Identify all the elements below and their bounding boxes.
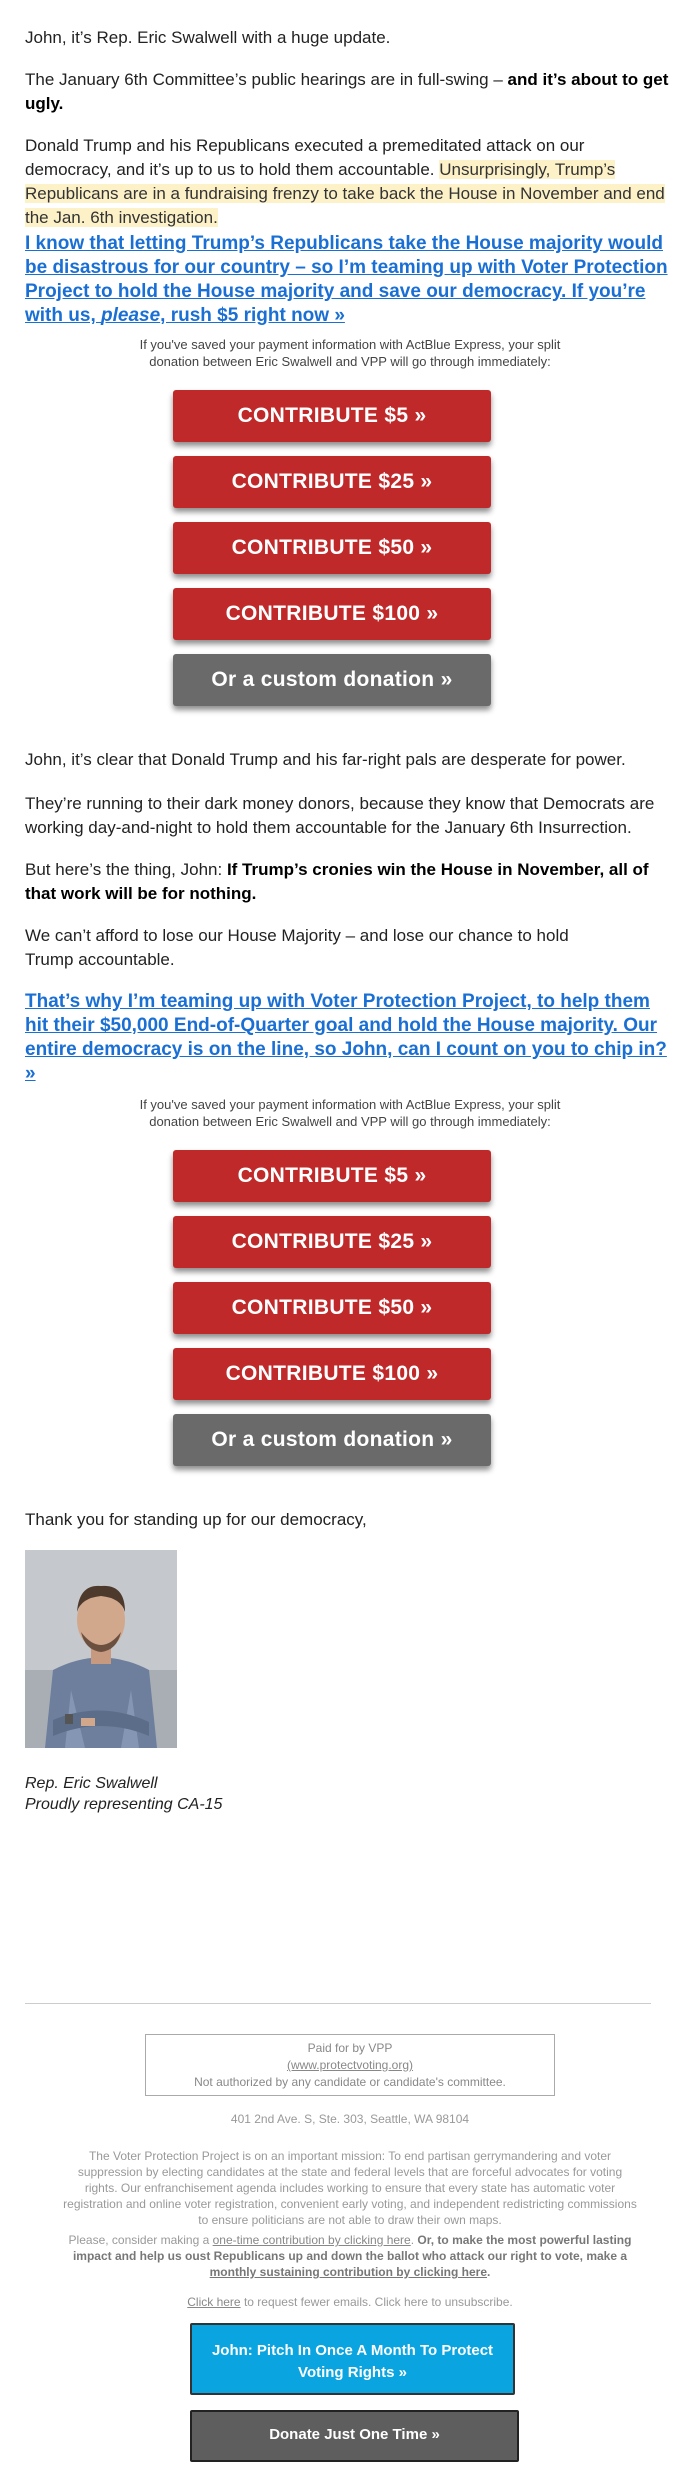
custom-donation-button[interactable]: Or a custom donation » bbox=[173, 654, 491, 706]
donate-link[interactable]: I know that letting Trump’s Republicans take the House majority would be disastrous for our country – so I’m teaming up with Voter Protection Project to hold the House majority and save our democracy. If you’re with us, please, rush $5 right now » bbox=[25, 233, 668, 326]
contribute-100-button[interactable]: CONTRIBUTE $100 » bbox=[173, 588, 491, 640]
actblue-note: If you've saved your payment information with ActBlue Express, your split donation between Eric Swalwell and VPP will go through immediately: bbox=[139, 337, 561, 369]
actblue-note-2: If you've saved your payment information with ActBlue Express, your split donation between Eric Swalwell and VPP will go through immediately: bbox=[139, 1097, 561, 1129]
signature-name: Rep. Eric Swalwell bbox=[25, 1775, 158, 1792]
contribute-50-button-2[interactable]: CONTRIBUTE $50 » bbox=[173, 1282, 491, 1334]
footer-divider bbox=[25, 2003, 651, 2004]
unsubscribe-text: to request fewer emails. Click here to unsubscribe. bbox=[240, 2295, 513, 2309]
contribute-5-button[interactable]: CONTRIBUTE $5 » bbox=[173, 390, 491, 442]
paragraph-desperate: John, it’s clear that Donald Trump and his far-right pals are desperate for power. bbox=[25, 750, 626, 769]
contribute-50-button[interactable]: CONTRIBUTE $50 » bbox=[173, 522, 491, 574]
paid-for-disclaimer: Not authorized by any candidate or candidate's committee. bbox=[194, 2075, 506, 2089]
signature-title: Proudly representing CA-15 bbox=[25, 1796, 223, 1813]
contribute-100-button-2[interactable]: CONTRIBUTE $100 » bbox=[173, 1348, 491, 1400]
thanks-line: Thank you for standing up for our democracy, bbox=[25, 1510, 367, 1529]
contribute-25-button[interactable]: CONTRIBUTE $25 » bbox=[173, 456, 491, 508]
footer-mission: The Voter Protection Project is on an important mission: To end partisan gerrymandering and voter suppression by electing candidates at the state and federal levels that are forceful advocates for voting rights. Our enfranchisement agenda includes working to ensure that every state has automatic voter registration and online voter registration, convenient early voting, and independent redistricting commissions to ensure politicians are not able to draw their own maps. bbox=[63, 2149, 637, 2227]
paragraph-bold: If Trump’s cronies win the House in November, all of that work will be for nothing. bbox=[25, 860, 649, 903]
paragraph-cronies bbox=[25, 858, 675, 906]
donate-link-paragraph-2 bbox=[25, 990, 675, 1086]
custom-donation-button-2[interactable]: Or a custom donation » bbox=[173, 1414, 491, 1466]
donate-link-2[interactable]: That’s why I’m teaming up with Voter Protection Project, to help them hit their $50,000 End-of-Quarter goal and hold the House majority. Our entire democracy is on the line, so John, can I count on you to chip in? » bbox=[25, 991, 667, 1084]
one-time-donation-button[interactable]: Donate Just One Time » bbox=[190, 2410, 519, 2462]
paid-for-line: Paid for by VPP bbox=[307, 2041, 393, 2055]
monthly-contribution-link[interactable]: monthly sustaining contribution by clicking here bbox=[209, 2265, 487, 2279]
highlighted-text: Unsurprisingly, Trump’s Republicans are in a fundraising frenzy to take back the House in November and end the Jan. 6th investigation. bbox=[25, 160, 665, 227]
paid-for-box bbox=[145, 2034, 555, 2096]
paragraph-text: But here’s the thing, John: bbox=[25, 860, 227, 879]
paragraph-text: Donald Trump and his Republicans executed a premeditated attack on our democracy, and it’s up to us to hold them accountable. bbox=[25, 136, 585, 179]
portrait-illustration bbox=[25, 1550, 177, 1748]
paragraph-text: The January 6th Committee’s public hearings are in full-swing – bbox=[25, 70, 508, 89]
paragraph-bold: and it’s about to get ugly. bbox=[25, 70, 669, 113]
portrait-photo bbox=[25, 1550, 177, 1748]
paragraph-donors: They’re running to their dark money donors, because they know that Democrats are working day-and-night to hold them accountable for the January 6th Insurrection. bbox=[25, 794, 655, 837]
contribute-25-button-2[interactable]: CONTRIBUTE $25 » bbox=[173, 1216, 491, 1268]
one-time-contribution-link[interactable]: one-time contribution by clicking here bbox=[212, 2233, 411, 2247]
paid-for-url[interactable]: (www.protectvoting.org) bbox=[286, 2058, 414, 2072]
paragraph-hearings bbox=[25, 68, 675, 116]
paragraph-majority: We can’t afford to lose our House Majority – and lose our chance to hold Trump accountable. bbox=[25, 926, 569, 969]
paragraph-attack bbox=[25, 134, 675, 230]
donate-link-paragraph bbox=[25, 232, 675, 328]
monthly-donation-button[interactable]: John: Pitch In Once A Month To Protect Voting Rights » bbox=[190, 2323, 515, 2395]
emphasis-please: please bbox=[101, 305, 161, 326]
fewer-emails-link[interactable]: Click here bbox=[187, 2295, 241, 2309]
contribute-5-button-2[interactable]: CONTRIBUTE $5 » bbox=[173, 1150, 491, 1202]
greeting: John, it’s Rep. Eric Swalwell with a huge update. bbox=[25, 28, 391, 47]
footer-address: 401 2nd Ave. S, Ste. 303, Seattle, WA 98104 bbox=[230, 2112, 470, 2126]
footer-consider: Please, consider making a one-time contribution by clicking here. Or, to make the most powerful lasting impact and help us oust Republicans up and down the ballot who attack our right to vote, make a monthly sustaining contribution by clicking here. bbox=[68, 2233, 632, 2279]
footer-unsubscribe bbox=[60, 2294, 640, 2310]
